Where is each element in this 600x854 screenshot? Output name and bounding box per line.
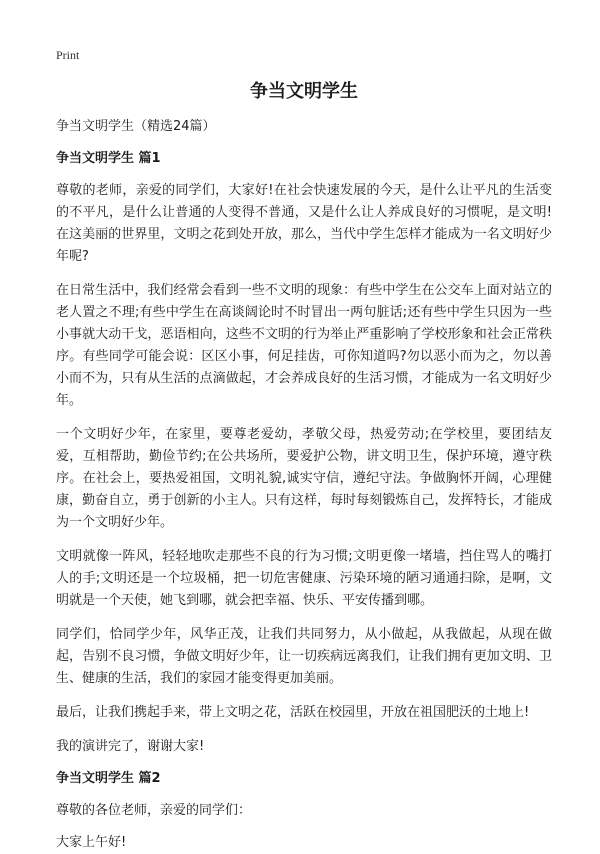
section-heading-2: 争当文明学生 篇2	[56, 771, 161, 786]
paragraph: 大家上午好!	[56, 835, 127, 850]
paragraph: 一个文明好少年，在家里，要尊老爱幼，孝敬父母，热爱劳动;在学校里，要团结友爱，互相帮助，勤俭节约;在公共场所，要爱护公物，讲文明卫生，保护环境，遵守秩序。在社会上，要热爱祖国，文明礼貌,诚实守信，遵纪守法。争做胸怀开阔，心理健康，勤奋自立，勇于创新的小主人。只有这样，每时每刻锻炼自己，发挥特长，才能成为一个文明好少年。	[56, 427, 552, 530]
print-link[interactable]: Print	[56, 48, 80, 62]
paragraph: 文明就像一阵风，轻轻地吹走那些不良的行为习惯;文明更像一堵墙，挡住骂人的嘴打人的手;文明还是一个垃圾桶，把一切危害健康、污染环境的陋习通通扫除，是啊，文明就是一个天使，她飞到哪，就会把幸福、快乐、平安传播到哪。	[56, 549, 552, 608]
section-heading-1: 争当文明学生 篇1	[56, 151, 161, 166]
paragraph: 尊敬的老师，亲爱的同学们，大家好!在社会快速发展的今天，是什么让平凡的生活变的不平凡，是什么让普通的人变得不普通，又是什么让人养成良好的习惯呢，是文明!在这美丽的世界里，文明之花到处开放，那么，当代中学生怎样才能成为一名文明好少年呢?	[56, 183, 552, 264]
page-title: 争当文明学生	[250, 81, 358, 102]
document-subtitle: 争当文明学生（精选24篇）	[56, 119, 216, 134]
paragraph: 最后，让我们携起手来，带上文明之花，活跃在校园里，开放在祖国肥沃的土地上!	[56, 705, 530, 720]
paragraph: 尊敬的各位老师，亲爱的同学们：	[56, 803, 252, 818]
paragraph: 在日常生活中，我们经常会看到一些不文明的现象：有些中学生在公交车上面对站立的老人置之不理;有些中学生在高谈阔论时不时冒出一两句脏话;还有些中学生只因为一些小事就大动干戈，恶语相向，这些不文明的行为举止严重影响了学校形象和社会正常秩序。有些同学可能会说：区区小事，何足挂齿，可你知道吗?勿以恶小而为之，勿以善小而不为，只有从生活的点滴做起，才会养成良好的生活习惯，才能成为一名文明好少年。	[56, 283, 552, 408]
paragraph: 同学们，恰同学少年，风华正茂，让我们共同努力，从小做起，从我做起，从现在做起，告别不良习惯，争做文明好少年，让一切疾病远离我们，让我们拥有更加文明、卫生、健康的生活，我们的家园才能变得更加美丽。	[56, 627, 552, 686]
paragraph: 我的演讲完了，谢谢大家!	[56, 739, 205, 754]
